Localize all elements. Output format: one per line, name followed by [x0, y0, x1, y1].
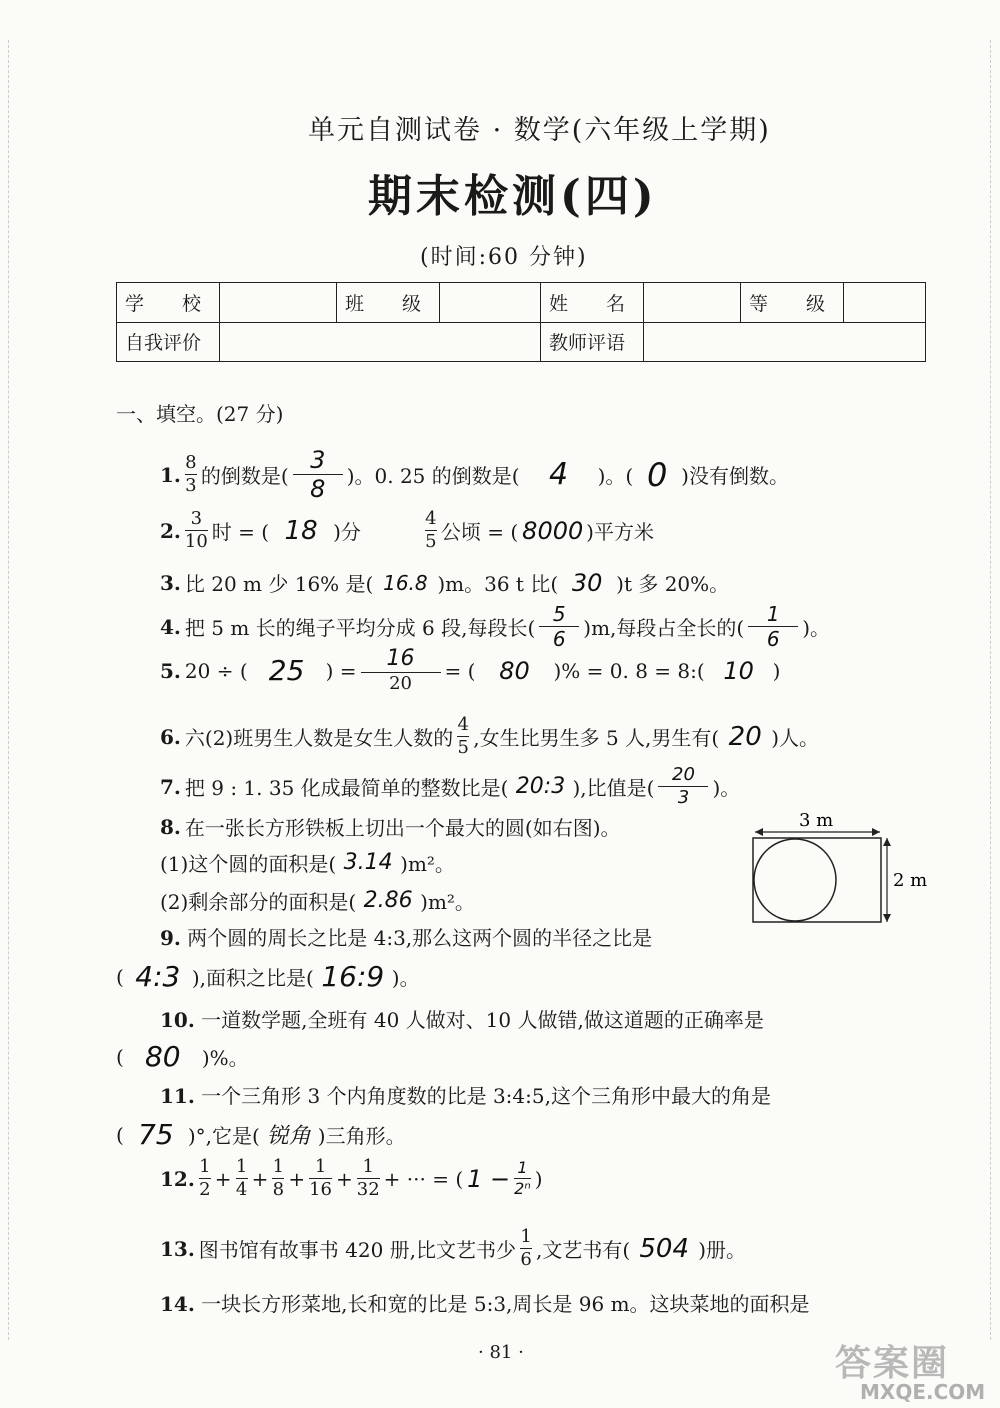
rectangle-circle-figure	[745, 808, 935, 928]
question-number: 9.	[160, 926, 181, 950]
answer[interactable]: 16.8	[383, 570, 428, 595]
answer[interactable]: 3.14	[343, 850, 393, 875]
self-eval-label: 自我评价	[117, 322, 220, 362]
answer[interactable]: 504	[639, 1233, 690, 1264]
fraction: $\frac{1}{16}$	[309, 1156, 332, 1200]
question-text: 时 = (	[211, 520, 270, 544]
name-label: 姓 名	[541, 283, 644, 323]
width-label: 3 m	[799, 810, 834, 831]
question-text: = (	[444, 658, 476, 683]
question-7	[160, 766, 740, 807]
arrow-right-icon	[872, 828, 880, 836]
question-text: )分	[333, 520, 361, 544]
time-limit: (时间:60 分钟)	[420, 245, 588, 270]
question-9	[160, 922, 652, 951]
grade-field[interactable]	[844, 283, 926, 323]
question-text: ),比值是(	[572, 776, 655, 800]
fraction: $\frac{1}{4}$	[235, 1156, 248, 1200]
question-11	[160, 1080, 771, 1109]
question-text: )m²。	[400, 852, 455, 876]
answer[interactable]: 1 −	[467, 1164, 511, 1193]
page-subtitle: 单元自测试卷 · 数学(六年级上学期)	[308, 115, 771, 146]
question-text: (1)这个圆的面积是(	[160, 852, 337, 876]
question-text: ,文艺书有(	[536, 1238, 631, 1262]
answer[interactable]: 10	[723, 656, 754, 685]
question-number: 6.	[160, 724, 181, 749]
question-text: (	[116, 964, 124, 989]
question-8-part-1	[160, 848, 455, 877]
question-text: (	[116, 1122, 124, 1147]
fraction: $\frac{1}{6}$	[520, 1226, 532, 1270]
answer[interactable]: 20:3	[515, 774, 566, 799]
question-text: 一个三角形 3 个内角度数的比是 3:4:5,这个三角形中最大的角是	[201, 1084, 771, 1108]
answer[interactable]: 8000	[522, 516, 584, 545]
answer[interactable]: $\frac{1}{\text{2ⁿ}}$	[514, 1158, 531, 1198]
answer[interactable]: 4	[549, 457, 569, 492]
question-text: )t 多 20%。	[616, 572, 730, 596]
question-number: 10.	[160, 1008, 195, 1032]
question-number: 3.	[160, 570, 181, 595]
question-text: 两个圆的周长之比是 4:3,那么这两个圆的半径之比是	[187, 926, 653, 950]
question-text: )。	[712, 776, 741, 800]
question-text: 的倒数是(	[200, 464, 289, 488]
question-text: )% = 0. 8 = 8:(	[553, 658, 705, 683]
question-number: 12.	[160, 1166, 195, 1191]
question-text: )%。	[201, 1046, 249, 1070]
height-label: 2 m	[893, 870, 928, 891]
rectangle-shape	[753, 838, 881, 922]
question-number: 5.	[160, 658, 181, 683]
question-text: )。	[802, 616, 831, 640]
plus-sign: +	[336, 1166, 353, 1191]
teacher-comment-field[interactable]	[644, 322, 926, 362]
question-5	[160, 648, 780, 693]
class-label: 班 级	[337, 283, 440, 323]
question-number: 8.	[160, 814, 181, 839]
watermark-url: MXQE.COM	[860, 1380, 986, 1404]
question-8	[160, 812, 621, 841]
question-number: 1.	[160, 462, 181, 487]
plus-sign: +	[288, 1166, 306, 1191]
question-text: 一道数学题,全班有 40 人做对、10 人做错,做这道题的正确率是	[201, 1008, 764, 1032]
scan-edge	[8, 40, 11, 1340]
self-eval-field[interactable]	[220, 322, 541, 362]
fraction: $\frac{1}{32}$	[356, 1156, 380, 1200]
question-2	[160, 510, 654, 551]
answer[interactable]: 25	[268, 654, 305, 687]
fraction: $\frac{16}{20}$	[361, 648, 441, 693]
question-text: ),面积之比是(	[191, 966, 314, 990]
question-number: 13.	[160, 1236, 195, 1261]
fraction: $\frac{1}{2}$	[199, 1156, 211, 1200]
question-text: )人。	[771, 726, 820, 750]
grade-label: 等 级	[741, 283, 844, 323]
question-10-line-2	[116, 1040, 249, 1073]
question-10	[160, 1004, 764, 1033]
question-text: + ··· = (	[383, 1166, 464, 1191]
question-text: 公顷 = (	[440, 520, 519, 544]
question-text: 在一张长方形铁板上切出一个最大的圆(如右图)。	[184, 816, 621, 840]
question-9-line-2	[116, 960, 420, 993]
question-14	[160, 1288, 810, 1317]
question-text: ) =	[325, 658, 357, 683]
answer[interactable]: 18	[284, 515, 318, 546]
question-13	[160, 1228, 746, 1269]
fraction: $\frac{8}{3}$	[185, 452, 197, 496]
question-text: )。	[391, 966, 420, 990]
question-text: )	[772, 658, 781, 683]
question-text: ,女生比男生多 5 人,男生有(	[473, 726, 720, 750]
answer[interactable]: 75	[137, 1118, 174, 1151]
arrow-left-icon	[755, 828, 763, 836]
question-text: )m²。	[420, 890, 475, 914]
question-text: )册。	[698, 1238, 747, 1262]
question-12	[160, 1158, 543, 1199]
answer[interactable]: 2.86	[363, 888, 413, 913]
question-8-part-2	[160, 886, 475, 915]
answer[interactable]: 锐角	[266, 1124, 311, 1149]
question-text: )。0. 25 的倒数是(	[346, 464, 520, 488]
teacher-comment-label: 教师评语	[541, 322, 644, 362]
question-text: 一块长方形菜地,长和宽的比是 5:3,周长是 96 m。这块菜地的面积是	[201, 1292, 810, 1316]
question-text: )三角形。	[317, 1124, 406, 1148]
fraction: $\frac{4}{5}$	[425, 508, 437, 552]
question-text: )m,每段占全长的(	[583, 616, 745, 640]
question-number: 11.	[160, 1084, 195, 1108]
answer[interactable]: 20	[728, 721, 762, 752]
question-text: 六(2)班男生人数是女生人数的	[184, 726, 454, 750]
question-text: 把 5 m 长的绳子平均分成 6 段,每段长(	[184, 616, 536, 640]
scan-edge	[990, 40, 993, 1340]
answer[interactable]: 16	[386, 646, 415, 671]
question-text: 把 9 : 1. 35 化成最简单的整数比是(	[184, 776, 509, 800]
name-field[interactable]	[644, 283, 741, 323]
watermark-logo: 答案圈	[835, 1343, 950, 1384]
question-text: (	[116, 1044, 124, 1069]
circle-shape	[754, 839, 836, 921]
question-text: 比 20 m 少 16% 是(	[184, 572, 374, 596]
answer[interactable]: 0	[646, 455, 668, 494]
question-number: 14.	[160, 1292, 195, 1316]
answer[interactable]: 4:3	[135, 960, 181, 993]
arrow-down-icon	[883, 914, 891, 922]
question-text: )°,它是(	[187, 1124, 260, 1148]
question-11-line-2	[116, 1118, 406, 1151]
question-3	[160, 568, 729, 597]
plus-sign: +	[251, 1166, 269, 1191]
question-1	[160, 448, 789, 501]
answer[interactable]: 80	[499, 656, 530, 685]
question-text: )m。36 t 比(	[437, 572, 559, 596]
question-number: 4.	[160, 614, 181, 639]
school-field[interactable]	[220, 283, 337, 323]
fraction: $\frac{3}{10}$	[184, 508, 208, 552]
fraction: $\frac{1}{8}$	[272, 1156, 285, 1200]
answer[interactable]: 80	[144, 1040, 181, 1073]
answer[interactable]: $\frac{3}{8}$	[293, 448, 343, 501]
question-6	[160, 716, 819, 757]
question-number: 2.	[160, 518, 181, 543]
plus-sign: +	[214, 1166, 232, 1191]
question-text: 20 ÷ (	[184, 658, 248, 683]
section-heading: 一、填空。(27 分)	[116, 402, 284, 426]
question-text: )	[534, 1166, 543, 1191]
question-4	[160, 604, 830, 649]
question-text: 图书馆有故事书 420 册,比文艺书少	[198, 1238, 517, 1262]
page-number: · 81 ·	[478, 1342, 524, 1363]
answer[interactable]: 16:9	[321, 960, 385, 993]
answer[interactable]: $\frac{1}{6}$	[748, 604, 798, 649]
question-text: (2)剩余部分的面积是(	[160, 890, 357, 914]
answer[interactable]: 30	[571, 568, 603, 597]
answer[interactable]: $\frac{20}{3}$	[658, 766, 708, 807]
page-title: 期末检测(四)	[368, 171, 658, 222]
class-field[interactable]	[440, 283, 541, 323]
question-number: 7.	[160, 774, 181, 799]
answer[interactable]: $\frac{5}{6}$	[539, 604, 579, 649]
question-text: )没有倒数。	[681, 464, 789, 488]
fraction: $\frac{4}{5}$	[457, 714, 469, 758]
question-text: )。(	[597, 464, 634, 488]
student-info-table	[116, 282, 926, 362]
arrow-up-icon	[883, 838, 891, 846]
school-label: 学 校	[117, 283, 220, 323]
question-text: )平方米	[586, 520, 654, 544]
